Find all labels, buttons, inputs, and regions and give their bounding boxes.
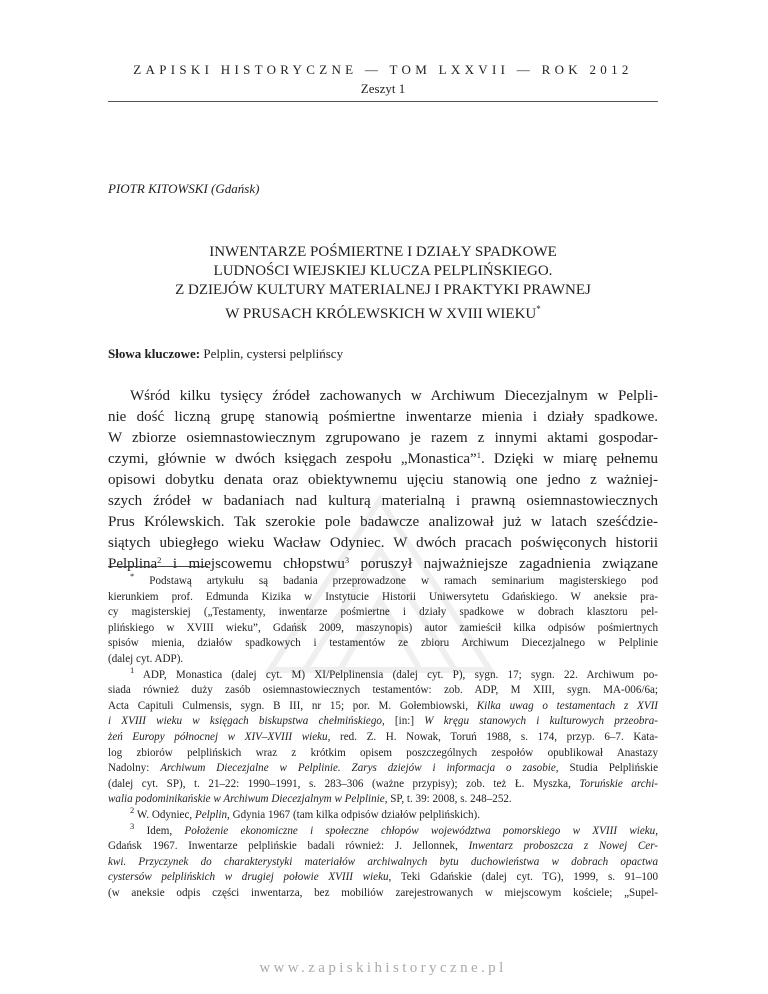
footnote-text: , Teki Gdańskie (dalej cyt. TG), 1999, s. 91–100 bbox=[388, 871, 658, 884]
footnote-text-italic: Inwentarz proboszcza z Nowej Cer- bbox=[468, 840, 658, 853]
footnote-text: W. Odyniec, bbox=[136, 808, 195, 821]
footnote-text: , SP, t. 39: 2008, s. 248–252. bbox=[384, 793, 512, 806]
footnote-marker: 2 bbox=[130, 804, 135, 815]
footnote-line bbox=[108, 792, 658, 808]
keywords bbox=[108, 346, 343, 362]
footnote-text: Idem, bbox=[146, 824, 185, 837]
footnote-text-italic: cystersów pelplińskich w drugiej połowie XVIII wieku bbox=[108, 871, 389, 884]
title-footnote-marker[interactable]: * bbox=[536, 304, 541, 314]
author-name: PIOTR KITOWSKI (Gdańsk) bbox=[108, 181, 260, 196]
footnote-line: plińskiego w XVIII wieku”, Gdańsk 2009, maszynopis) autor zamieścił kilka odpisów pośmiertnych bbox=[108, 621, 658, 634]
footnote-text-italic: W kręgu stanowych i kulturowych przeobra- bbox=[424, 715, 658, 728]
footnote-text: , Studia Pelplińskie bbox=[555, 762, 658, 775]
footnote-divider bbox=[108, 566, 208, 567]
header-divider bbox=[108, 101, 658, 102]
body-text: i miejscowemu chłopstwu bbox=[161, 556, 345, 572]
footnote-line: (dalej cyt. ADP). bbox=[108, 652, 184, 665]
keywords-value: Pelplin, cystersi pelplińscy bbox=[203, 346, 344, 361]
footnote-line bbox=[108, 777, 658, 793]
footnote-text: Acta Capituli Culmensis, sygn. B III, nr 15; por. M. Gołembiowski, bbox=[108, 699, 477, 712]
footnote-text: Podstawą artykułu są badania przeprowadzone w ramach seminarium magisterskiego pod bbox=[149, 575, 658, 587]
article-title bbox=[108, 243, 658, 324]
title-line: INWENTARZE POŚMIERTNE I DZIAŁY SPADKOWE bbox=[209, 244, 557, 260]
footnote-2 bbox=[108, 804, 658, 824]
body-text: czymi, głównie w dwóch księgach zespołu „Monastica” bbox=[108, 451, 477, 467]
footnote-line: spisów mienia, działów spadkowych i testamentów ze zbioru Archiwum Diecezjalnego w Pelplinie bbox=[108, 637, 658, 650]
footnote-star bbox=[108, 571, 658, 590]
footnote-text: , Gdynia 1967 (tam kilka odpisów działów pelplińskich). bbox=[227, 808, 480, 821]
body-paragraph bbox=[108, 386, 658, 575]
footnote-text-italic: kwi. Przyczynek do charakterystyki materiałów archiwalnych bytu duchowieństwa w dobrach opactwa bbox=[108, 855, 658, 868]
footnote-line bbox=[108, 839, 658, 855]
body-line bbox=[108, 449, 658, 470]
body-line: nie dość liczną grupę stanowią pośmiertne inwentarze mienia i działy spadkowe. bbox=[108, 409, 658, 425]
body-line: W zbiorze osiemnastowiecznym zgrupowano je razem z innymi aktami gospodar- bbox=[108, 430, 658, 446]
journal-header bbox=[108, 62, 658, 97]
footnote-ref-2[interactable]: 2 bbox=[157, 555, 162, 565]
footnote-text: , bbox=[655, 824, 658, 837]
footnote-text: Gdańsk 1967. Inwentarze pelplińskie badali również: J. Jellonnek, bbox=[108, 840, 469, 853]
footer-website-link[interactable]: www.zapiskihistoryczne.pl bbox=[259, 960, 507, 976]
title-line: LUDNOŚCI WIEJSKIEJ KLUCZA PELPLIŃSKIEGO. bbox=[213, 263, 553, 279]
footnote-text-italic: żeń Europy północnej w XIV–XVIII wieku bbox=[108, 730, 328, 743]
footnote-line: kierunkiem prof. Edmunda Kizika w Instytucie Historii Uniwersytetu Gdańskiego. W aneksie pra- bbox=[108, 590, 658, 603]
body-text: . Dzięki w miarę pełnemu bbox=[480, 451, 658, 467]
footnote-text: ADP, Monastica (dalej cyt. M) XI/Pelplinensia (dalej cyt. P), sygn. 17; sygn. 22. Archiwum po- bbox=[142, 668, 658, 681]
footnote-line bbox=[108, 714, 658, 730]
footnote-line bbox=[108, 870, 658, 886]
footnotes bbox=[108, 571, 659, 901]
footnote-text-italic: i XVIII wieku w księgach biskupstwa chełmińskiego bbox=[108, 715, 382, 728]
body-text: poruszył najważniejsze zagadnienia związane bbox=[349, 556, 658, 572]
footnote-text-italic: Pelplin bbox=[194, 808, 228, 821]
footnote-text: , [in:] bbox=[381, 715, 425, 728]
title-line: Z DZIEJÓW KULTURY MATERIALNEJ I PRAKTYKI PRAWNEJ bbox=[175, 282, 591, 298]
title-line bbox=[108, 300, 658, 324]
body-line bbox=[108, 554, 658, 575]
footnote-line: siada również duży zasób osiemnastowiecznych testamentów: zob. ADP, M XIII, sygn. MA-006/6a; bbox=[108, 684, 658, 697]
footnote-1 bbox=[108, 664, 658, 684]
footnote-line bbox=[108, 699, 658, 715]
footnote-marker: 1 bbox=[130, 664, 135, 675]
footnote-line bbox=[108, 855, 658, 871]
body-line: Wśród kilku tysięcy źródeł zachowanych w Archiwum Diecezjalnym w Pelpli- bbox=[130, 388, 658, 404]
journal-title-line: ZAPISKI HISTORYCZNE — TOM LXXVII — ROK 2012 bbox=[133, 62, 633, 77]
footnote-line bbox=[108, 730, 658, 746]
body-line: opisowi dobytku denata oraz obiektywnemu ujęciu stanowią one jedno z ważniej- bbox=[108, 472, 658, 488]
footnote-text: Nadolny: bbox=[108, 762, 161, 775]
footnote-ref-1[interactable]: 1 bbox=[476, 450, 481, 460]
footnote-3 bbox=[108, 820, 658, 840]
footnote-text-italic: walia podominikańskie w Archiwum Diecezjalnym w Pelplinie bbox=[108, 793, 385, 806]
title-line-text: W PRUSACH KRÓLEWSKICH W XVIII WIEKU bbox=[225, 306, 537, 322]
footnote-line: log zbiorów pelplińskich wraz z krótkim opisem poszczególnych zespołów opublikował Anastazy bbox=[108, 746, 658, 759]
footnote-text-italic: Toruńskie archi- bbox=[579, 777, 658, 790]
footnote-marker: * bbox=[130, 571, 135, 581]
body-line: siątych ubiegłego wieku Wacław Odyniec. W dwóch pracach poświęconych historii bbox=[108, 535, 658, 551]
footnote-text-italic: Kilka uwag o testamentach z XVII bbox=[476, 699, 659, 712]
footnote-marker: 3 bbox=[130, 820, 135, 831]
footnote-text-italic: Archiwum Diecezjalne w Pelplinie. Zarys dziejów i informacja o zasobie bbox=[160, 762, 556, 775]
footnote-text: (dalej cyt. SP), t. 21–22: 1990–1991, s. 283–306 (ważne przypisy); zob. też Ł. Myszka, bbox=[108, 777, 580, 790]
footnote-text-italic: Położenie ekonomiczne i społeczne chłopów województwa pomorskiego w XVIII wieku bbox=[184, 824, 656, 837]
body-line: Prus Królewskich. Tak szerokie pole badawcze analizował już w latach sześćdzie- bbox=[108, 514, 658, 530]
footnote-line: cy magisterskiej („Testamenty, inwentarze pośmiertne i działy spadkowe w dobrach klasztoru pel- bbox=[108, 606, 658, 619]
footnote-ref-3[interactable]: 3 bbox=[344, 555, 350, 565]
footnote-line bbox=[108, 761, 658, 777]
issue-number: Zeszyt 1 bbox=[360, 81, 406, 96]
keywords-label: Słowa kluczowe: bbox=[108, 346, 201, 361]
footnote-text: , red. Z. H. Nowak, Toruń 1988, s. 174, przyp. 6–7. Kata- bbox=[327, 730, 658, 743]
body-line: szych źródeł w badaniach nad kulturą materialną i prawną osiemnastowiecznych bbox=[108, 493, 658, 509]
footnote-line: (w aneksie odpis części inwentarza, bez mobiliów zarejestrowanych w miejscowym kościele; „Supel- bbox=[108, 886, 658, 899]
body-text: Pelplina bbox=[108, 556, 158, 572]
